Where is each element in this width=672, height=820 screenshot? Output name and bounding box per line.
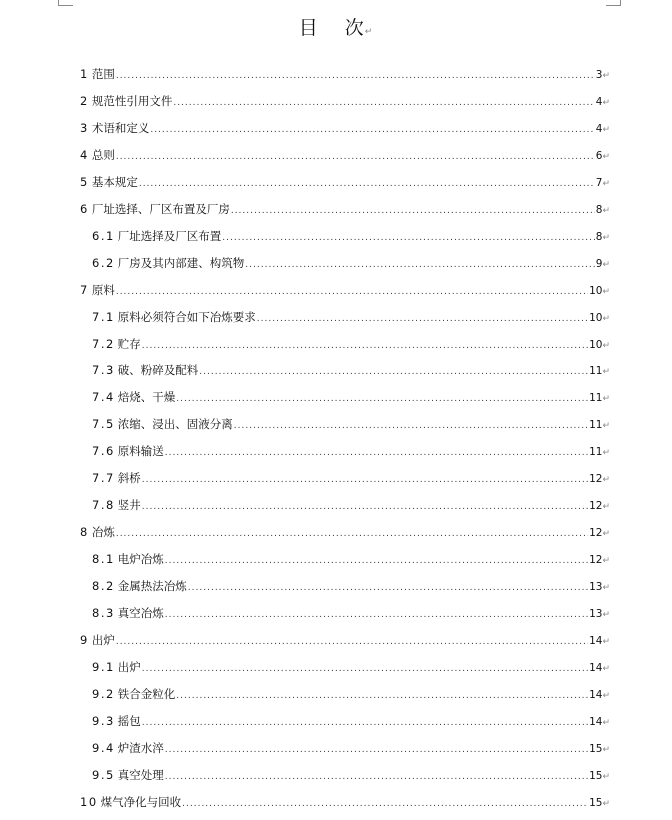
toc-entry-text: 煤气净化与回收 xyxy=(100,794,182,809)
toc-entry-text: 金属热法冶炼 xyxy=(117,579,187,593)
toc-leader-dots xyxy=(257,310,588,328)
toc-entry[interactable] xyxy=(92,712,610,730)
toc-leader-dots xyxy=(165,444,588,462)
paragraph-mark-icon: ↵ xyxy=(602,771,610,782)
toc-entry[interactable] xyxy=(92,335,610,353)
toc-leader-dots xyxy=(142,498,588,516)
toc-entry-number: 7 xyxy=(80,282,89,297)
paragraph-mark-icon: ↵ xyxy=(602,690,610,701)
toc-entry-text: 真空处理 xyxy=(117,767,164,782)
toc-entry-page: 11 xyxy=(589,419,603,432)
toc-entry-page: 4 xyxy=(595,96,603,108)
toc-entry[interactable] xyxy=(92,550,610,568)
toc-entry-text: 厂房及其内部建、构筑物 xyxy=(117,255,245,270)
toc-entry-text: 规范性引用文件 xyxy=(91,94,173,108)
toc-entry-page: 11 xyxy=(589,392,603,405)
toc-leader-dots xyxy=(116,283,588,301)
toc-leader-dots xyxy=(116,525,588,543)
paragraph-mark-icon: ↵ xyxy=(602,394,610,405)
paragraph-mark-icon: ↵ xyxy=(602,71,610,81)
toc-entry-page: 4 xyxy=(595,122,603,135)
toc-entry-page: 13 xyxy=(589,581,603,593)
toc-entry-text: 原料 xyxy=(91,282,115,297)
paragraph-mark-icon: ↵ xyxy=(364,27,374,37)
toc-leader-dots xyxy=(222,229,594,247)
toc-entry[interactable] xyxy=(80,146,610,164)
toc-entry[interactable] xyxy=(92,469,610,487)
toc-entry[interactable] xyxy=(92,739,610,757)
toc-entry-text: 基本规定 xyxy=(91,174,138,189)
toc-entry[interactable] xyxy=(80,119,610,137)
paragraph-mark-icon: ↵ xyxy=(602,556,610,567)
toc-leader-dots xyxy=(165,552,588,570)
toc-entry-text: 范围 xyxy=(91,67,115,81)
paragraph-mark-icon: ↵ xyxy=(602,421,610,432)
toc-leader-dots xyxy=(116,67,595,85)
toc-entry[interactable] xyxy=(92,577,610,595)
paragraph-mark-icon: ↵ xyxy=(602,124,610,135)
toc-entry[interactable] xyxy=(80,65,610,83)
toc-entry-page: 12 xyxy=(589,554,603,567)
toc-entry[interactable] xyxy=(92,604,610,622)
toc-entry-number: 9.2 xyxy=(92,686,115,701)
toc-entry-text: 浓缩、浸出、固液分离 xyxy=(117,417,233,432)
paragraph-mark-icon: ↵ xyxy=(602,448,610,459)
toc-entry-page: 14 xyxy=(589,688,603,701)
toc-entry[interactable] xyxy=(92,227,610,245)
toc-entry[interactable] xyxy=(92,685,610,703)
toc-entry-number: 7.7 xyxy=(92,471,115,486)
toc-entry-text: 破、粉碎及配料 xyxy=(117,363,199,378)
title-char-2: 次 xyxy=(344,17,365,39)
toc-entry-text: 焙烧、干燥 xyxy=(117,390,176,405)
toc-leader-dots xyxy=(176,687,588,705)
toc-entry-number: 8.1 xyxy=(92,552,115,567)
toc-leader-dots xyxy=(142,714,588,732)
toc-entry-text: 贮存 xyxy=(117,336,141,351)
toc-leader-dots xyxy=(188,579,588,597)
toc-leader-dots xyxy=(142,471,588,489)
toc-leader-dots xyxy=(116,633,588,651)
toc-entry-page: 10 xyxy=(589,338,603,351)
toc-entry-text: 冶炼 xyxy=(91,525,115,540)
toc-entry-page: 11 xyxy=(589,365,603,378)
paragraph-mark-icon: ↵ xyxy=(602,502,610,513)
toc-leader-dots xyxy=(165,768,588,786)
toc-entry-page: 6 xyxy=(595,149,603,162)
paragraph-mark-icon: ↵ xyxy=(602,717,610,728)
toc-entry[interactable] xyxy=(80,200,610,218)
toc-entry-text: 术语和定义 xyxy=(91,120,150,135)
toc-entry-number: 8.3 xyxy=(92,606,115,620)
toc-leader-dots xyxy=(173,94,594,112)
toc-entry-number: 8 xyxy=(80,525,89,540)
paragraph-mark-icon: ↵ xyxy=(602,178,610,189)
toc-leader-dots xyxy=(231,202,595,220)
toc-entry-page: 10 xyxy=(589,311,603,324)
toc-entry-page: 12 xyxy=(589,500,603,513)
toc-entry-text: 厂址选择及厂区布置 xyxy=(117,228,222,243)
toc-entry-text: 斜桥 xyxy=(117,471,141,486)
title-char-1: 目 xyxy=(298,17,319,39)
paragraph-mark-icon: ↵ xyxy=(602,475,610,486)
toc-entry-number: 7.8 xyxy=(92,498,115,513)
toc-leader-dots xyxy=(199,363,588,381)
toc-entry-page: 15 xyxy=(589,742,603,755)
paragraph-mark-icon: ↵ xyxy=(602,583,610,593)
toc-leader-dots xyxy=(182,795,588,813)
toc-entry-number: 1 xyxy=(80,67,89,81)
toc-entry-page: 7 xyxy=(595,176,603,189)
toc-entry-number: 6 xyxy=(80,201,89,216)
toc-entry[interactable] xyxy=(80,523,610,541)
toc-entry[interactable] xyxy=(80,92,610,110)
toc-leader-dots xyxy=(234,417,588,435)
toc-entry-number: 9 xyxy=(80,632,89,647)
toc-entry-number: 6.1 xyxy=(92,228,115,243)
toc-entry-page: 10 xyxy=(589,284,603,297)
toc-leader-dots xyxy=(116,148,595,166)
paragraph-mark-icon: ↵ xyxy=(602,205,610,216)
toc-entry-number: 7.3 xyxy=(92,363,115,378)
toc-entry-page: 3 xyxy=(595,69,603,81)
toc-entry[interactable] xyxy=(92,254,610,272)
paragraph-mark-icon: ↵ xyxy=(602,313,610,324)
toc-entry-text: 电炉冶炼 xyxy=(117,552,164,567)
toc-entry-number: 7.2 xyxy=(92,336,115,351)
toc-entry-number: 5 xyxy=(80,174,89,189)
toc-entry-text: 原料必须符合如下冶炼要求 xyxy=(117,309,256,324)
toc-entry-number: 6.2 xyxy=(92,255,115,270)
toc-entry-number: 2 xyxy=(80,94,89,108)
toc-entry[interactable] xyxy=(80,173,610,191)
toc-entry-number: 7.6 xyxy=(92,444,115,459)
toc-entry-number: 7.4 xyxy=(92,390,115,405)
toc-entry-text: 总则 xyxy=(91,147,115,162)
paragraph-mark-icon: ↵ xyxy=(602,286,610,297)
paragraph-mark-icon: ↵ xyxy=(602,367,610,378)
paragraph-mark-icon: ↵ xyxy=(602,610,610,620)
toc-entry-page: 13 xyxy=(589,608,603,620)
toc-entry[interactable] xyxy=(92,308,610,326)
toc-entry-text: 出炉 xyxy=(117,659,141,674)
toc-leader-dots xyxy=(165,606,588,624)
toc-entry-number: 9.1 xyxy=(92,659,115,674)
toc-leader-dots xyxy=(142,660,588,678)
toc-entry-text: 厂址选择、厂区布置及厂房 xyxy=(91,201,230,216)
toc-entry[interactable] xyxy=(92,415,610,433)
toc-leader-dots xyxy=(176,390,588,408)
toc-entry[interactable] xyxy=(92,388,610,406)
toc-entry-number: 8.2 xyxy=(92,579,115,593)
page-corner-mark-left xyxy=(58,0,73,6)
toc-entry-number: 3 xyxy=(80,120,89,135)
toc-entry-number: 9.5 xyxy=(92,767,115,782)
toc-entry[interactable] xyxy=(92,766,610,784)
toc-entry-text: 原料输送 xyxy=(117,444,164,459)
paragraph-mark-icon: ↵ xyxy=(602,798,610,809)
toc-entry-page: 14 xyxy=(589,634,603,647)
toc-entry-number: 7.1 xyxy=(92,309,115,324)
toc-entry-text: 铁合金粒化 xyxy=(117,686,176,701)
paragraph-mark-icon: ↵ xyxy=(602,259,610,270)
toc-entry[interactable] xyxy=(92,361,610,379)
paragraph-mark-icon: ↵ xyxy=(602,744,610,755)
toc-entry-page: 12 xyxy=(589,473,603,486)
toc-entry-text: 真空冶炼 xyxy=(117,606,164,620)
toc-entry-page: 15 xyxy=(589,796,603,809)
toc-entry[interactable] xyxy=(80,631,610,649)
paragraph-mark-icon: ↵ xyxy=(602,663,610,674)
paragraph-mark-icon: ↵ xyxy=(602,529,610,540)
toc-entry-number: 9.3 xyxy=(92,713,115,728)
paragraph-mark-icon: ↵ xyxy=(602,340,610,351)
toc-entry-number: 10 xyxy=(80,794,98,809)
paragraph-mark-icon: ↵ xyxy=(602,636,610,647)
toc-entry-page: 14 xyxy=(589,661,603,674)
toc-entry-page: 14 xyxy=(589,715,603,728)
toc-entry-text: 摇包 xyxy=(117,713,141,728)
toc-entry[interactable] xyxy=(92,496,610,514)
toc-entry[interactable] xyxy=(92,658,610,676)
toc-entry-page: 11 xyxy=(589,446,603,459)
toc-leader-dots xyxy=(165,741,588,759)
toc-entry-number: 4 xyxy=(80,147,89,162)
toc-entry-page: 8 xyxy=(595,203,603,216)
toc-entry-page: 8 xyxy=(595,230,603,243)
paragraph-mark-icon: ↵ xyxy=(602,151,610,162)
toc-entry-page: 12 xyxy=(589,527,603,540)
paragraph-mark-icon: ↵ xyxy=(602,98,610,108)
toc-entry-text: 竖井 xyxy=(117,498,141,513)
toc-entry-page: 15 xyxy=(589,769,603,782)
toc-leader-dots xyxy=(150,121,594,139)
toc-entry-number: 7.5 xyxy=(92,417,115,432)
toc-leader-dots xyxy=(142,337,588,355)
toc-leader-dots xyxy=(139,175,595,193)
page-corner-mark-right xyxy=(606,0,621,6)
toc-entry[interactable] xyxy=(92,442,610,460)
paragraph-mark-icon: ↵ xyxy=(602,232,610,243)
toc-entry-page: 9 xyxy=(595,257,603,270)
page-title xyxy=(0,13,672,40)
toc-leader-dots xyxy=(245,256,594,274)
toc-entry-number: 9.4 xyxy=(92,740,115,755)
toc-entry-text: 出炉 xyxy=(91,632,115,647)
toc-entry[interactable] xyxy=(80,793,610,811)
toc-entry[interactable] xyxy=(80,281,610,299)
toc-entry-text: 炉渣水淬 xyxy=(117,740,164,755)
